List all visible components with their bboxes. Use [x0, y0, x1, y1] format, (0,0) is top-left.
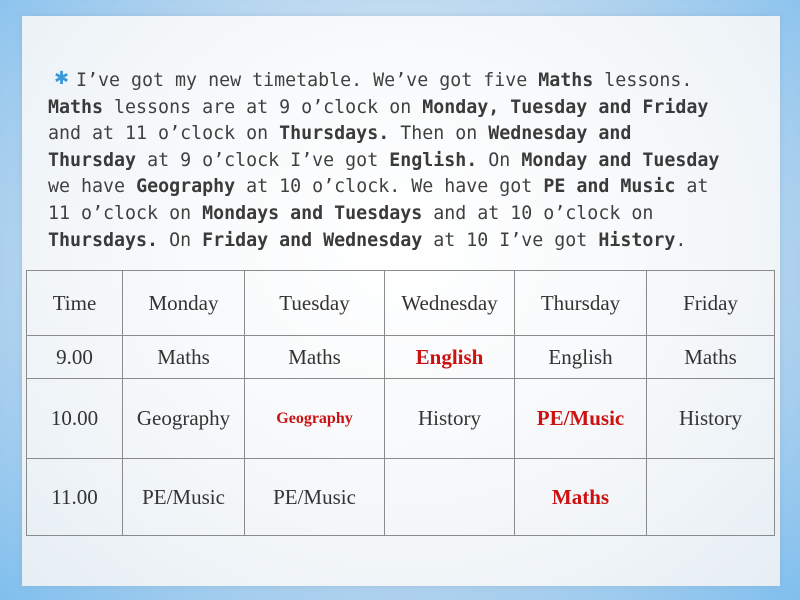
cell-monday: PE/Music — [123, 459, 245, 536]
text-run: at 10 o’clock. We have got — [235, 176, 544, 198]
cell-friday: Maths — [647, 336, 775, 379]
bold-text: PE and Music — [543, 176, 676, 198]
text-run: I’ve got my new timetable. We’ve got five — [76, 70, 539, 91]
header-tuesday: Tuesday — [245, 271, 385, 336]
text-run: Then on — [389, 123, 489, 145]
bold-text: Thursdays. — [279, 123, 390, 145]
cell-wednesday: English — [385, 336, 515, 379]
text-run: and at 10 o’clock on — [422, 202, 654, 224]
cell-time: 9.00 — [27, 336, 123, 379]
bold-text: Wednesday and — [488, 123, 632, 145]
text-run: we have — [48, 176, 137, 198]
bold-text: Monday, Tuesday and Friday — [422, 96, 709, 118]
header-wednesday: Wednesday — [385, 271, 515, 336]
bold-text: Friday and Wednesday — [202, 229, 423, 251]
bold-text: Maths — [48, 96, 104, 118]
bold-text: Monday and Tuesday — [521, 149, 720, 171]
header-thursday: Thursday — [515, 271, 647, 336]
timetable-description — [48, 68, 788, 254]
cell-thursday: English — [515, 336, 647, 379]
header-monday: Monday — [123, 271, 245, 336]
cell-tuesday: Geography — [245, 379, 385, 459]
bold-text: Maths — [538, 70, 594, 91]
text-run: at 9 o’clock I’ve got — [136, 149, 390, 171]
cell-monday: Maths — [123, 336, 245, 379]
paragraph-line — [48, 174, 788, 201]
text-run: On — [158, 229, 203, 251]
table-row — [27, 336, 775, 379]
cell-time: 11.00 — [27, 459, 123, 536]
cell-thursday: Maths — [515, 459, 647, 536]
bold-text: Thursday — [48, 149, 137, 171]
text-run: lessons. — [593, 70, 693, 91]
cell-wednesday: History — [385, 379, 515, 459]
bold-text: Thursdays. — [48, 229, 159, 251]
text-run: lessons are at 9 o’clock on — [103, 96, 423, 118]
header-friday: Friday — [647, 271, 775, 336]
text-run: and at 11 o’clock on — [48, 123, 280, 145]
paragraph-line — [48, 228, 788, 255]
bold-text: Geography — [136, 176, 236, 198]
table-row — [27, 459, 775, 536]
cell-thursday: PE/Music — [515, 379, 647, 459]
table-row — [27, 379, 775, 459]
text-run: at — [675, 176, 709, 198]
cell-time: 10.00 — [27, 379, 123, 459]
header-row — [27, 271, 775, 336]
cell-tuesday: PE/Music — [245, 459, 385, 536]
text-run: On — [477, 149, 522, 171]
bold-text: Mondays and Tuesdays — [202, 202, 423, 224]
paragraph-line — [48, 121, 788, 148]
bullet-icon: ✱ — [54, 68, 70, 89]
bold-text: History — [598, 229, 676, 251]
text-run: . — [675, 229, 687, 251]
bold-text: English. — [389, 149, 478, 171]
cell-friday: History — [647, 379, 775, 459]
paragraph-line — [48, 201, 788, 228]
cell-friday — [647, 459, 775, 536]
cell-monday: Geography — [123, 379, 245, 459]
cell-wednesday — [385, 459, 515, 536]
paragraph-line — [48, 148, 788, 175]
paragraph-line — [48, 68, 788, 95]
timetable — [26, 270, 775, 536]
header-time: Time — [27, 271, 123, 336]
paragraph-line — [48, 95, 788, 122]
cell-tuesday: Maths — [245, 336, 385, 379]
text-run: 11 o’clock on — [48, 202, 203, 224]
text-run: at 10 I’ve got — [422, 229, 599, 251]
